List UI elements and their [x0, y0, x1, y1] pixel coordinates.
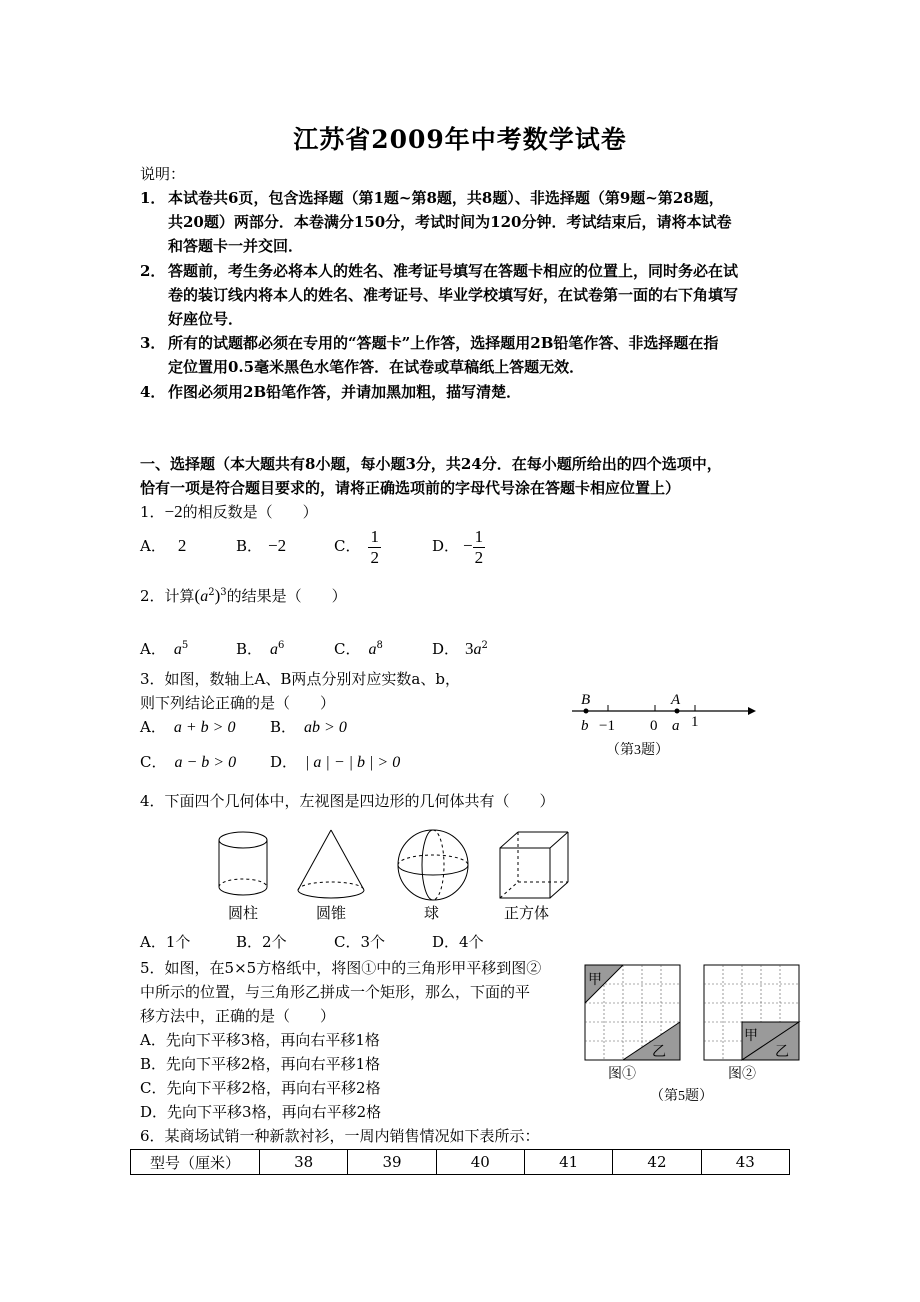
cylinder-shape [219, 832, 267, 895]
shape-label-cylinder: 圆柱 [228, 904, 259, 922]
grid-figure-1 [585, 965, 680, 1060]
sphere-shape [398, 830, 468, 900]
fig2-label: 图② [728, 1067, 756, 1082]
instruction-2-line2: 卷的装订线内将本人的姓名、准考证号、毕业学校填写好，在试卷第一面的右下角填写 [168, 286, 739, 304]
shape-label-sphere: 球 [424, 904, 440, 922]
instruction-2: 2． 答题前，考生务必将本人的姓名、准考证号填写在答题卡相应的位置上，同时务必在试 [140, 262, 739, 280]
q2-option-a: A． $a^5$ [140, 640, 189, 658]
label-minus-one: −1 [599, 718, 615, 734]
table-header-cell: 型号（厘米） [131, 1150, 260, 1175]
q4-option-a: A．1个 [140, 933, 191, 951]
section1-header-line2: 恰有一项是符合题目要求的，请将正确选项前的字母代号涂在答题卡相应位置上） [140, 479, 681, 497]
table-row [131, 1150, 790, 1175]
label-jia: 甲 [588, 973, 602, 988]
label-a: a [672, 718, 680, 734]
table-cell: 42 [613, 1150, 701, 1175]
label-b: b [581, 718, 589, 734]
q5-stem-line3: 移方法中，正确的是（ ） [140, 1007, 336, 1025]
page-title: 江苏省2009年中考数学试卷 [293, 125, 627, 154]
q3-caption: （第3题） [606, 743, 669, 758]
cube-shape [500, 832, 568, 898]
q1-option-c: C． $\frac{1}{2}$ [334, 526, 379, 567]
q1-stem: 1．−2的相反数是（ ） [140, 502, 318, 521]
q4-option-b: B．2个 [236, 933, 287, 951]
q6-table [130, 1149, 790, 1175]
grid-figure-2 [704, 965, 799, 1060]
instruction-4: 4． 作图必须用2B铅笔作答，并请加黑加粗，描写清楚． [140, 383, 522, 401]
table-cell: 43 [701, 1150, 789, 1175]
q3-stem-line2: 则下列结论正确的是（ ） [140, 694, 336, 712]
q5-caption: （第5题） [650, 1089, 713, 1104]
q5-option-a: A．先向下平移3格，再向右平移1格 [140, 1031, 380, 1049]
section1-header-line1: 一、选择题（本大题共有8小题，每小题3分，共24分．在每小题所给出的四个选项中， [140, 455, 722, 473]
instruction-1-line3: 和答题卡一并交回． [168, 237, 304, 255]
label-A: A [671, 692, 681, 708]
instruction-1: 1． 本试卷共6页，包含选择题（第1题~第8题，共8题）、非选择题（第9题~第28题， [140, 189, 724, 207]
q2-option-c: C． $a^8$ [334, 640, 383, 658]
q2-stem: 2．计算$(a^2)^3$的结果是（ ） [140, 586, 347, 605]
shape-label-cone: 圆锥 [316, 904, 347, 922]
label-yi-2: 乙 [775, 1045, 789, 1060]
instructions-heading: 说明： [140, 165, 186, 183]
label-jia-2: 甲 [744, 1029, 758, 1044]
label-one: 1 [691, 714, 699, 730]
table-cell: 39 [348, 1150, 436, 1175]
fig1-label: 图① [608, 1067, 636, 1082]
q3-option-c: C． a − b > 0 [140, 753, 237, 771]
instruction-1-line2: 共20题）两部分．本卷满分150分，考试时间为120分钟．考试结束后，请将本试卷 [168, 213, 732, 231]
q1-option-b: B． −2 [236, 536, 287, 555]
point-b [584, 709, 589, 714]
q5-stem-line1: 5．如图，在5×5方格纸中，将图①中的三角形甲平移到图② [140, 959, 542, 977]
q1-option-d: D． − $\frac{1}{2}$ [432, 526, 484, 567]
q5-stem-line2: 中所示的位置，与三角形乙拼成一个矩形，那么，下面的平 [140, 983, 531, 1001]
q1-option-a: A． 2 [140, 536, 187, 555]
q2-option-b: B． $a^6$ [236, 640, 285, 658]
q5-grid-figures [580, 960, 805, 1108]
q4-stem: 4．下面四个几何体中，左视图是四边形的几何体共有（ ） [140, 792, 555, 810]
q5-option-c: C．先向下平移2格，再向右平移2格 [140, 1079, 381, 1097]
q5-option-d: D．先向下平移3格，再向右平移2格 [140, 1103, 382, 1121]
q2-option-d: D． $3a^2$ [432, 639, 488, 658]
q5-option-b: B．先向下平移2格，再向右平移1格 [140, 1055, 381, 1073]
q3-option-d: D． | a | − | b | > 0 [270, 753, 401, 771]
cone-shape [298, 830, 364, 898]
instruction-3: 3． 所有的试题都必须在专用的“答题卡”上作答，选择题用2B铅笔作答、非选择题在指 [140, 334, 719, 352]
q3-option-b: B． ab > 0 [270, 718, 347, 736]
table-cell: 40 [436, 1150, 524, 1175]
table-cell: 38 [260, 1150, 348, 1175]
q3-option-a: A． a + b > 0 [140, 718, 236, 736]
label-yi: 乙 [652, 1045, 666, 1060]
point-a [675, 709, 680, 714]
label-B: B [581, 692, 591, 708]
shape-label-cube: 正方体 [504, 904, 550, 922]
instruction-3-line2: 定位置用0.5毫米黑色水笔作答．在试卷或草稿纸上答题无效． [168, 358, 585, 376]
q6-stem: 6．某商场试销一种新款衬衫，一周内销售情况如下表所示： [140, 1127, 540, 1145]
table-cell: 41 [524, 1150, 612, 1175]
label-zero: 0 [650, 718, 658, 734]
q3-number-line-figure [560, 690, 760, 770]
q4-option-d: D．4个 [432, 933, 484, 951]
q4-option-c: C．3个 [334, 933, 386, 951]
instruction-2-line3: 好座位号． [168, 310, 244, 328]
q3-stem-line1: 3．如图，数轴上A、B两点分别对应实数a、b， [140, 670, 460, 688]
